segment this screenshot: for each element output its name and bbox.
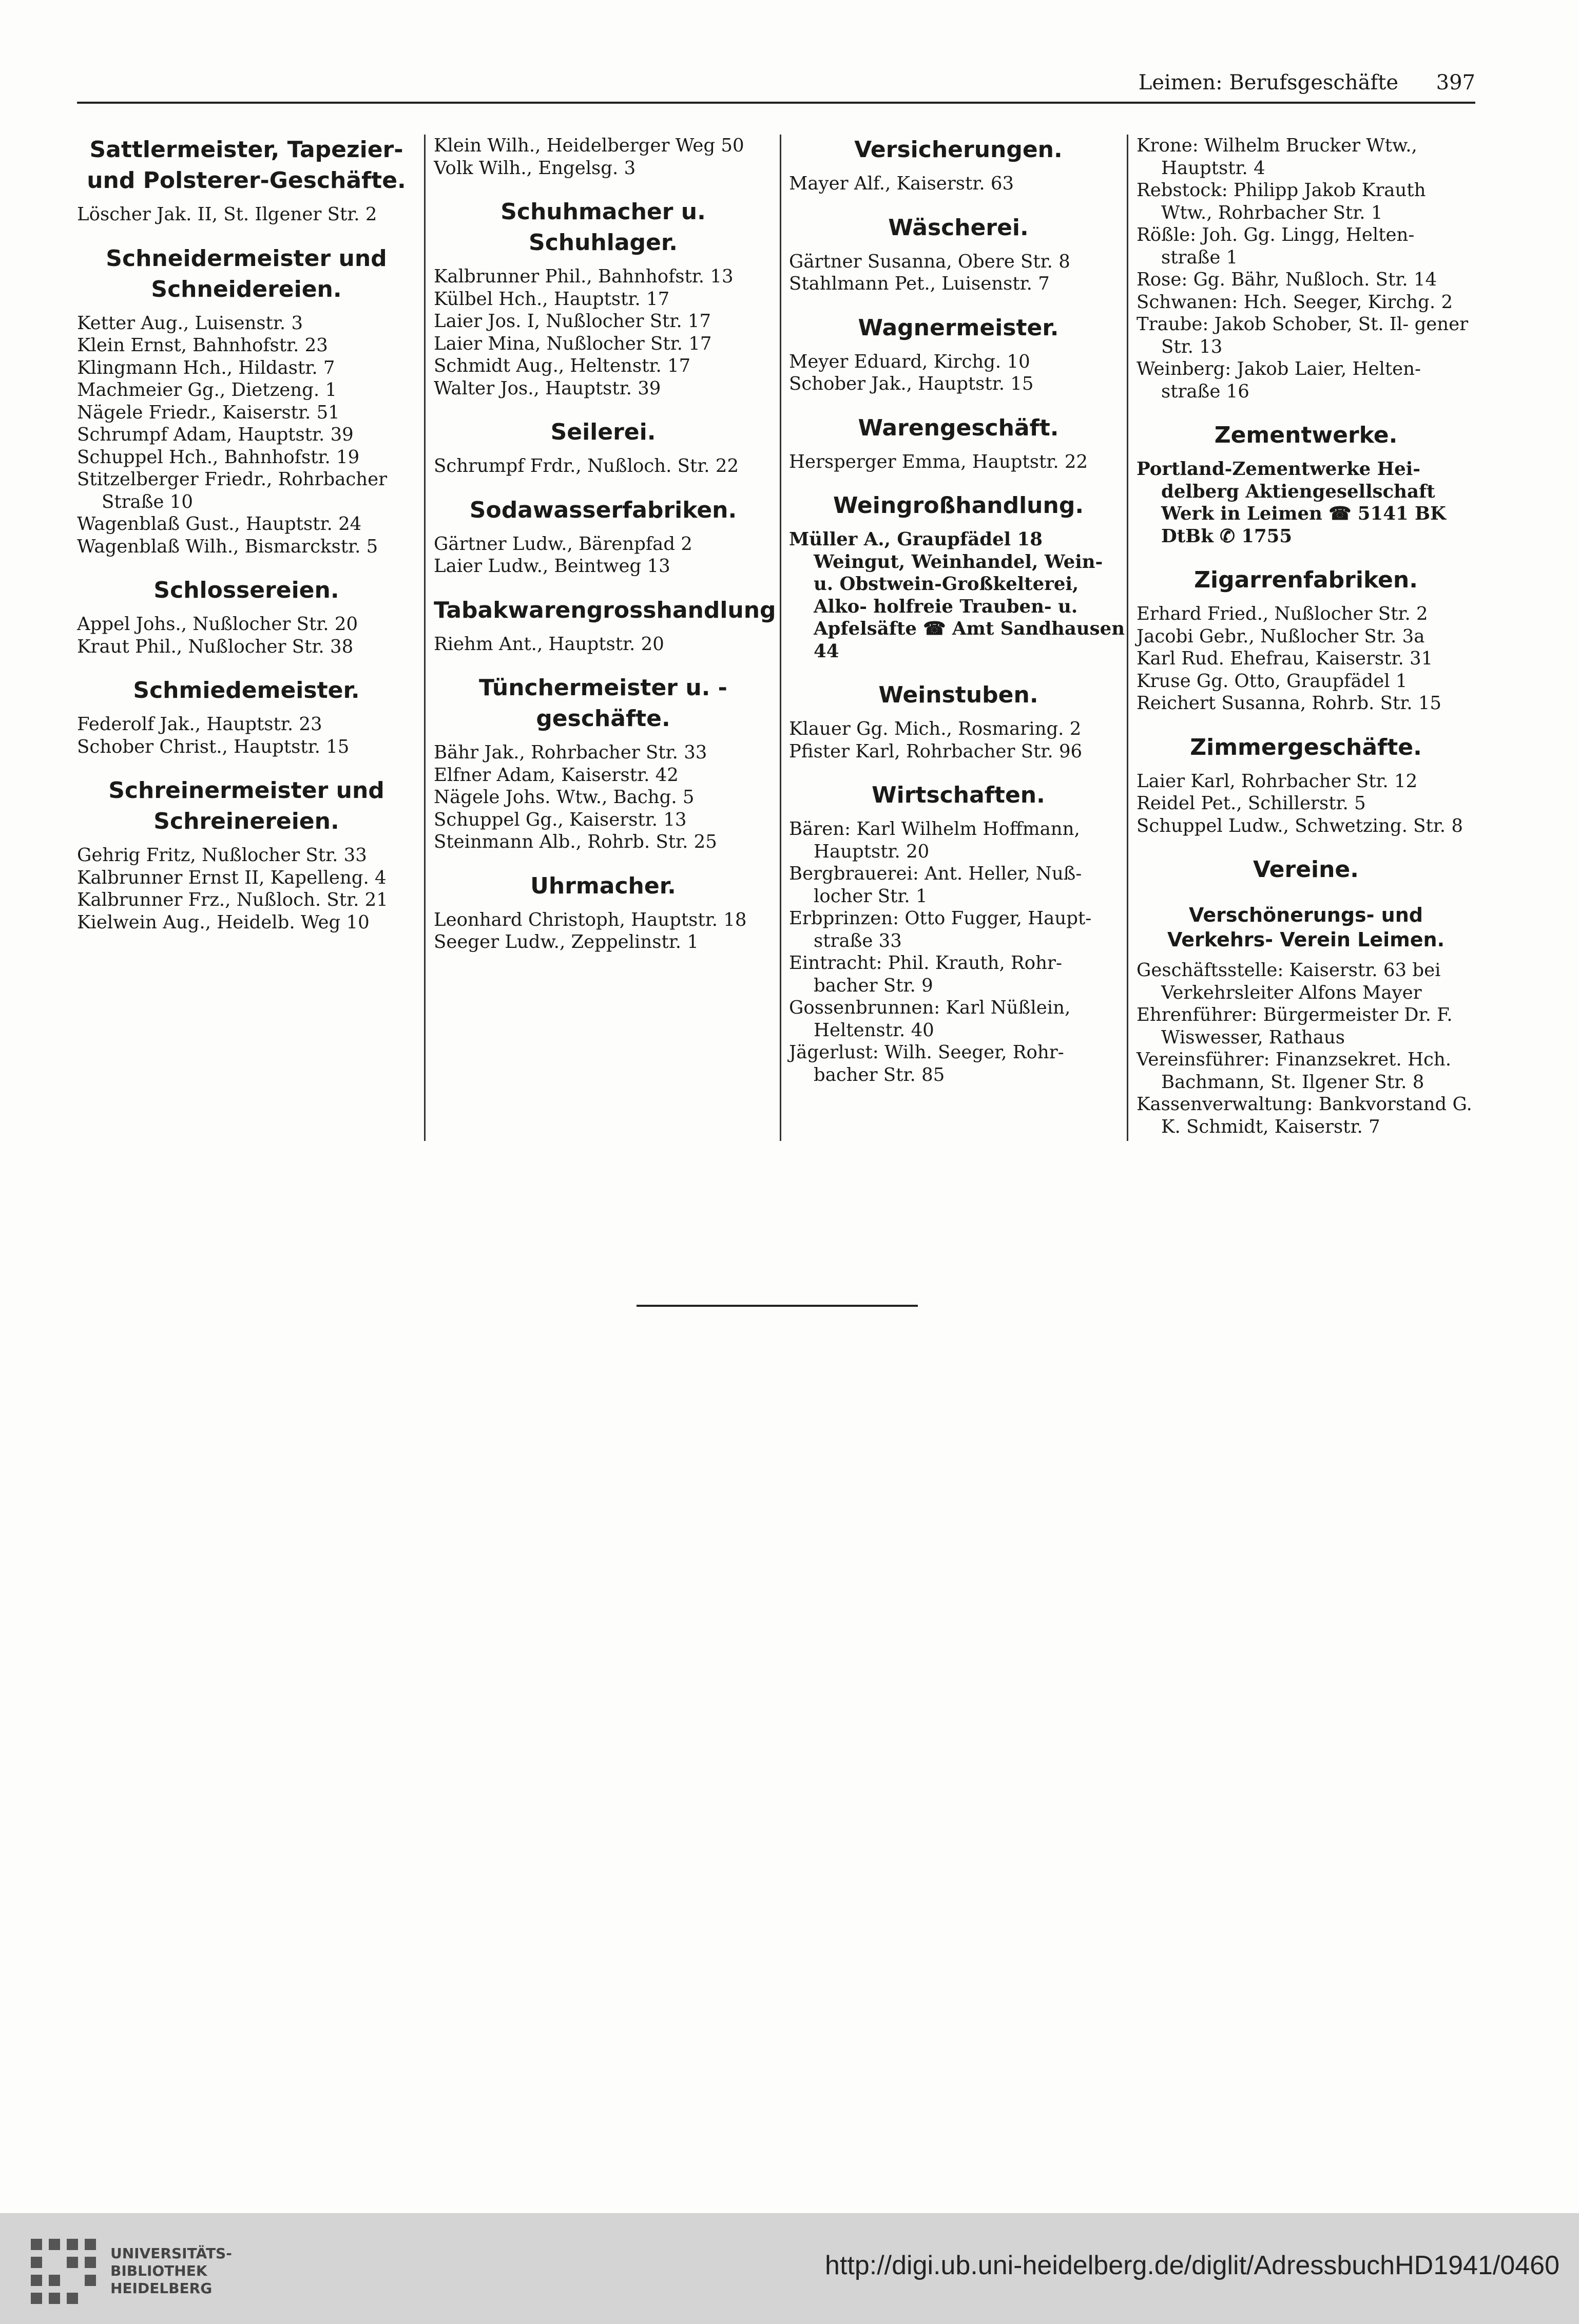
directory-entry: Traube: Jakob Schober, St. Il- gener Str. 13: [1137, 314, 1469, 357]
directory-entry: Schrumpf Adam, Hauptstr. 39: [77, 424, 354, 445]
directory-entry: Schuppel Hch., Bahnhofstr. 19: [77, 446, 360, 468]
directory-entry: Kalbrunner Phil., Bahnhofstr. 13: [434, 266, 734, 287]
directory-entry: Klein Ernst, Bahnhofstr. 23: [77, 335, 328, 356]
column-3: [789, 135, 1128, 1151]
directory-entry: Rose: Gg. Bähr, Nußloch. Str. 14: [1137, 269, 1437, 290]
directory-entry: Hersperger Emma, Hauptstr. 22: [789, 451, 1088, 472]
directory-entry: Gossenbrunnen: Karl Nüßlein, Heltenstr. 40: [789, 997, 1071, 1041]
section-heading: Zigarrenfabriken.: [1194, 567, 1418, 593]
directory-entry: Reidel Pet., Schillerstr. 5: [1137, 793, 1366, 814]
directory-entry: Reichert Susanna, Rohrb. Str. 15: [1137, 693, 1442, 714]
source-url-link[interactable]: http://digi.ub.uni-heidelberg.de/diglit/AdressbuchHD1941/0460: [825, 2251, 1559, 2280]
section-heading: Uhrmacher.: [530, 872, 676, 899]
section-heading: Vereine.: [1253, 856, 1359, 883]
directory-entry: Meyer Eduard, Kirchg. 10: [789, 351, 1030, 372]
directory-entry: Wagenblaß Wilh., Bismarckstr. 5: [77, 536, 378, 557]
page-number: 397: [1436, 71, 1475, 94]
directory-entry: Wagenblaß Gust., Hauptstr. 24: [77, 513, 362, 535]
directory-entry: Karl Rud. Ehefrau, Kaiserstr. 31: [1137, 648, 1433, 669]
directory-entry: Schrumpf Frdr., Nußloch. Str. 22: [434, 455, 739, 477]
directory-columns: [77, 135, 1475, 1151]
directory-entry: Schmidt Aug., Heltenstr. 17: [434, 355, 691, 376]
closing-rule: [637, 1305, 918, 1307]
section-heading: Schmiedemeister.: [133, 677, 360, 703]
section-heading: Schuhmacher u. Schuhlager.: [500, 199, 706, 256]
section-heading: Wagnermeister.: [858, 314, 1059, 341]
directory-entry: Rebstock: Philipp Jakob Krauth Wtw., Rohrbacher Str. 1: [1137, 180, 1426, 223]
section-heading: Zimmergeschäfte.: [1190, 734, 1422, 760]
directory-entry: Schwanen: Hch. Seeger, Kirchg. 2: [1137, 291, 1453, 313]
directory-entry: Klingmann Hch., Hildastr. 7: [77, 357, 335, 378]
directory-entry: Gärtner Ludw., Bärenpfad 2: [434, 533, 692, 555]
section-heading: Schreinermeister und Schreinereien.: [108, 777, 384, 834]
page-header: [77, 66, 1475, 104]
directory-entry: Bären: Karl Wilhelm Hoffmann, Hauptstr. 20: [789, 818, 1080, 862]
directory-entry: Klauer Gg. Mich., Rosmaring. 2: [789, 718, 1082, 739]
column-1: [77, 135, 416, 1151]
directory-entry: Appel Johs., Nußlocher Str. 20: [77, 614, 358, 635]
section-heading: Warengeschäft.: [858, 414, 1059, 441]
directory-entry: Gehrig Fritz, Nußlocher Str. 33: [77, 845, 367, 866]
directory-entry: Klein Wilh., Heidelberger Weg 50: [434, 135, 744, 156]
directory-entry: Eintracht: Phil. Krauth, Rohr- bacher Str. 9: [789, 953, 1062, 996]
directory-entry: Ehrenführer: Bürgermeister Dr. F. Wiswesser, Rathaus: [1137, 1004, 1453, 1048]
directory-entry: Schuppel Ludw., Schwetzing. Str. 8: [1137, 815, 1463, 836]
section-heading: Wäscherei.: [888, 214, 1029, 241]
university-library-logo-icon: [26, 2234, 103, 2311]
directory-entry: Vereinsführer: Finanzsekret. Hch. Bachmann, St. Ilgener Str. 8: [1137, 1049, 1451, 1093]
directory-entry: Gärtner Susanna, Obere Str. 8: [789, 251, 1070, 272]
section-heading: Tabakwarengrosshandlung: [434, 597, 776, 623]
directory-entry: Kalbrunner Frz., Nußloch. Str. 21: [77, 889, 388, 910]
directory-entry: Schuppel Gg., Kaiserstr. 13: [434, 809, 687, 830]
directory-entry: Schober Jak., Hauptstr. 15: [789, 373, 1034, 394]
section-heading: Sattlermeister, Tapezier- und Polsterer-Geschäfte.: [87, 137, 406, 194]
directory-entry: Federolf Jak., Hauptstr. 23: [77, 714, 322, 735]
section-heading: Zementwerke.: [1214, 422, 1398, 448]
section-heading: Schneidermeister und Schneidereien.: [106, 245, 387, 302]
directory-entry: Kraut Phil., Nußlocher Str. 38: [77, 636, 354, 657]
section-heading: Wirtschaften.: [872, 782, 1045, 808]
directory-entry: Krone: Wilhelm Brucker Wtw., Hauptstr. 4: [1137, 135, 1417, 179]
directory-entry: Geschäftsstelle: Kaiserstr. 63 bei Verkehrsleiter Alfons Mayer: [1137, 960, 1441, 1003]
column-divider: [424, 135, 426, 1141]
directory-entry: Erhard Fried., Nußlocher Str. 2: [1137, 603, 1428, 624]
directory-entry: Weinberg: Jakob Laier, Helten- straße 16: [1137, 358, 1421, 402]
section-heading: Tünchermeister u. -geschäfte.: [479, 675, 727, 732]
directory-entry: Kielwein Aug., Heidelb. Weg 10: [77, 911, 370, 933]
directory-entry: Kruse Gg. Otto, Graupfädel 1: [1137, 670, 1408, 692]
directory-entry: Mayer Alf., Kaiserstr. 63: [789, 173, 1014, 194]
directory-entry: Stahlmann Pet., Luisenstr. 7: [789, 273, 1050, 294]
directory-entry: Walter Jos., Hauptstr. 39: [434, 377, 661, 399]
directory-entry: Laier Ludw., Beintweg 13: [434, 556, 670, 577]
directory-entry: Steinmann Alb., Rohrb. Str. 25: [434, 831, 717, 852]
directory-entry: Leonhard Christoph, Hauptstr. 18: [434, 909, 747, 930]
section-heading: Weinstuben.: [878, 682, 1038, 708]
directory-entry: Erbprinzen: Otto Fugger, Haupt- straße 33: [789, 908, 1092, 951]
directory-entry: Nägele Johs. Wtw., Bachg. 5: [434, 787, 695, 808]
library-footer-bar: [0, 2213, 1579, 2324]
directory-entry: Seeger Ludw., Zeppelinstr. 1: [434, 931, 699, 953]
directory-entry: Portland-Zementwerke Hei- delberg Aktiengesellschaft Werk in Leimen ☎ 5141 BK DtBk ✆ 1755: [1137, 459, 1446, 547]
directory-entry: Ketter Aug., Luisenstr. 3: [77, 312, 303, 334]
directory-entry: Löscher Jak. II, St. Ilgener Str. 2: [77, 204, 377, 225]
directory-entry: Kassenverwaltung: Bankvorstand G. K. Schmidt, Kaiserstr. 7: [1137, 1094, 1472, 1137]
column-4: [1137, 135, 1475, 1151]
directory-entry: Bergbrauerei: Ant. Heller, Nuß- locher Str. 1: [789, 863, 1082, 907]
directory-entry: Volk Wilh., Engelsg. 3: [434, 157, 636, 179]
directory-entry: Pfister Karl, Rohrbacher Str. 96: [789, 740, 1083, 762]
section-heading: Sodawasserfabriken.: [469, 497, 737, 523]
directory-entry: Elfner Adam, Kaiserstr. 42: [434, 764, 679, 786]
directory-entry: Kalbrunner Ernst II, Kapelleng. 4: [77, 867, 387, 888]
directory-entry: Stitzelberger Friedr., Rohrbacher Straße 10: [77, 469, 388, 512]
directory-entry: Nägele Friedr., Kaiserstr. 51: [77, 402, 340, 423]
column-divider: [780, 135, 781, 1141]
directory-entry: Jägerlust: Wilh. Seeger, Rohr- bacher Str. 85: [789, 1042, 1064, 1085]
column-2: [434, 135, 776, 1151]
directory-entry: Riehm Ant., Hauptstr. 20: [434, 633, 664, 655]
directory-entry: Laier Jos. I, Nußlocher Str. 17: [434, 311, 711, 332]
directory-entry: Laier Mina, Nußlocher Str. 17: [434, 333, 712, 354]
directory-entry: Rößle: Joh. Gg. Lingg, Helten- straße 1: [1137, 224, 1415, 268]
library-name: UNIVERSITÄTS- BIBLIOTHEK HEIDELBERG: [110, 2245, 232, 2297]
directory-entry: Laier Karl, Rohrbacher Str. 12: [1137, 770, 1418, 792]
section-heading: Schlossereien.: [153, 577, 339, 603]
running-title: Leimen: Berufsgeschäfte: [1138, 71, 1398, 94]
directory-entry: Müller A., Graupfädel 18 Weingut, Weinhandel, Wein- u. Obstwein-Großkelterei, Alko- holfreie Trauben- u. Apfelsäfte ☎ Amt Sandhausen 44: [789, 529, 1125, 662]
directory-entry: Bähr Jak., Rohrbacher Str. 33: [434, 742, 707, 763]
section-heading: Weingroßhandlung.: [833, 492, 1084, 519]
section-heading: Verschönerungs- und Verkehrs- Verein Leimen.: [1167, 904, 1445, 951]
directory-entry: Külbel Hch., Hauptstr. 17: [434, 288, 670, 310]
section-heading: Versicherungen.: [854, 137, 1063, 163]
directory-entry: Jacobi Gebr., Nußlocher Str. 3a: [1137, 625, 1425, 647]
directory-entry: Machmeier Gg., Dietzeng. 1: [77, 379, 337, 401]
section-heading: Seilerei.: [550, 419, 656, 445]
directory-entry: Schober Christ., Hauptstr. 15: [77, 736, 350, 757]
